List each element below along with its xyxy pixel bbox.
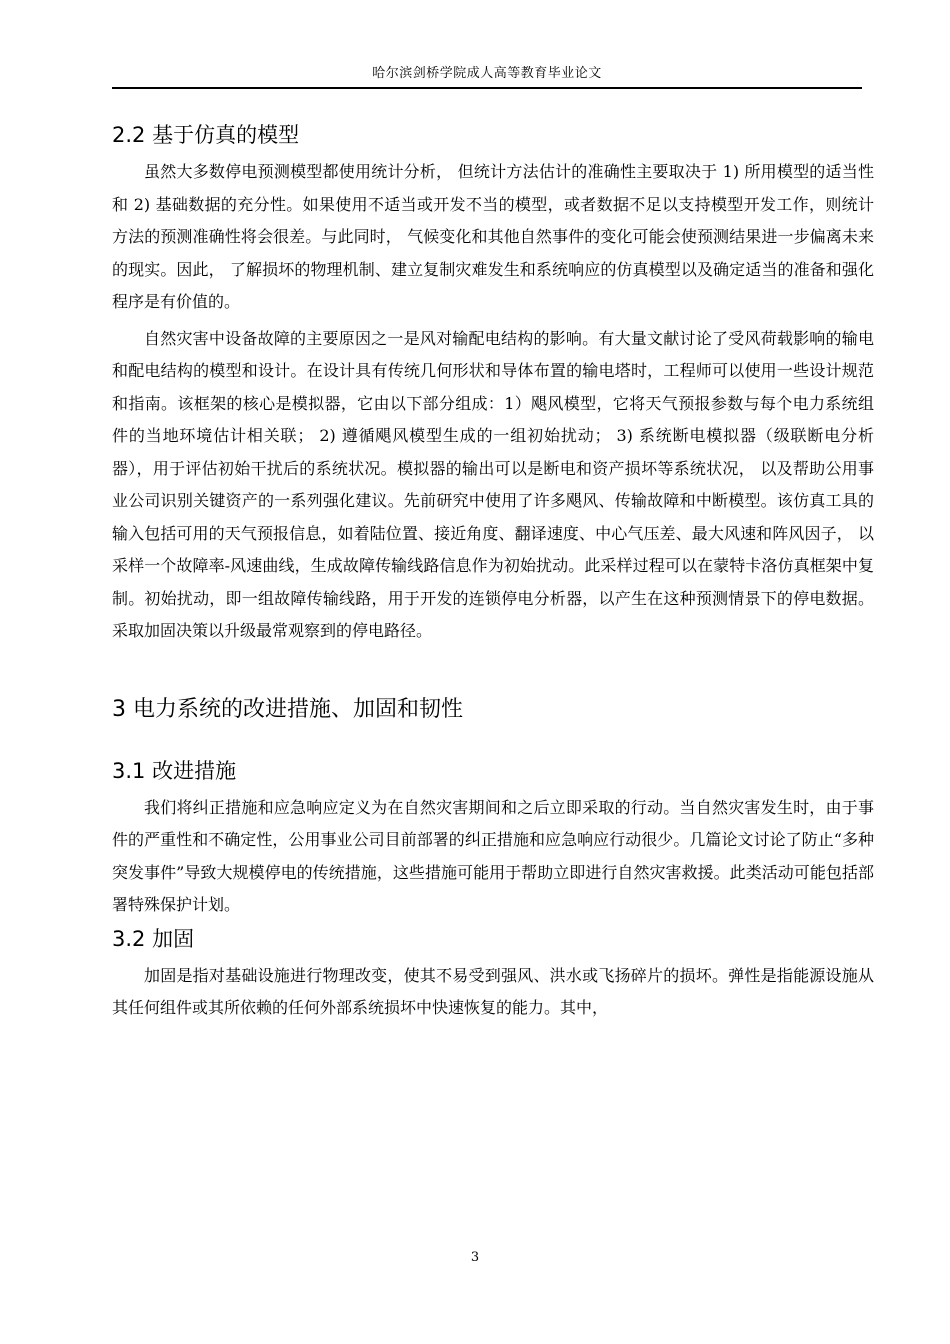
section-heading-3-1: 3.1 改进措施: [112, 758, 237, 783]
paragraph-3-2-1: 加固是指对基础设施进行物理改变，使其不易受到强风、洪水或飞扬碎片的损坏。弹性是指能源设施从其任何组件或其所依赖的任何外部系统损坏中快速恢复的能力。其中，: [112, 965, 874, 1017]
section-heading-2-2: 2.2 基于仿真的模型: [112, 123, 300, 147]
section-heading-3-2: 3.2 加固: [112, 926, 195, 951]
page-number: 3: [470, 1250, 480, 1265]
page-body: [112, 118, 874, 1025]
running-header: 哈尔滨剑桥学院成人高等教育毕业论文: [372, 66, 602, 81]
paragraph-2-2-2: 自然灾害中设备故障的主要原因之一是风对输配电结构的影响。有大量文献讨论了受风荷载影响的输电和配电结构的模型和设计。在设计具有传统几何形状和导体布置的输电塔时，工程师可以使用一些设计规范和指南。该框架的核心是模拟器，它由以下部分组成：1）飓风模型，它将天气预报参数与每个电力系统组件的当地环境估计相关联； 2) 遵循飓风模型生成的一组初始扰动； 3) 系统断电模拟器（级联断电分析器），用于评估初始干扰后的系统状况。模拟器的输出可以是断电和资产损坏等系统状况， 以及帮助公用事业公司识别关键资产的一系列强化建议。先前研究中使用了许多飓风、传输故障和中断模型。该仿真工具的输入包括可用的天气预报信息，如着陆位置、接近角度、翻译速度、中心气压差、最大风速和阵风因子， 以采样一个故障率-风速曲线，生成故障传输线路信息作为初始扰动。此采样过程可以在蒙特卡洛仿真框架中复制。初始扰动，即一组故障传输线路，用于开发的连锁停电分析器，以产生在这种预测情景下的停电数据。采取加固决策以升级最常观察到的停电路径。: [112, 328, 874, 640]
paragraph-3-1-1: 我们将纠正措施和应急响应定义为在自然灾害期间和之后立即采取的行动。当自然灾害发生时，由于事件的严重性和不确定性，公用事业公司目前部署的纠正措施和应急响应行动很少。几篇论文讨论了防止“多种突发事件”导致大规模停电的传统措施，这些措施可能用于帮助立即进行自然灾害救援。此类活动可能包括部署特殊保护计划。: [112, 797, 874, 914]
paragraph-2-2-1: 虽然大多数停电预测模型都使用统计分析， 但统计方法估计的准确性主要取决于 1) 所用模型的适当性和 2) 基础数据的充分性。如果使用不适当或开发不当的模型，或者数据不足以支持模型开发工作，则统计方法的预测准确性将会很差。与此同时， 气候变化和其他自然事件的变化可能会使预测结果进一步偏离未来的现实。因此， 了解损坏的物理机制、建立复制灾难发生和系统响应的仿真模型以及确定适当的准备和强化程序是有价值的。: [112, 162, 874, 311]
header-rule: [112, 87, 862, 89]
chapter-heading-3: 3 电力系统的改进措施、加固和韧性: [112, 696, 463, 722]
